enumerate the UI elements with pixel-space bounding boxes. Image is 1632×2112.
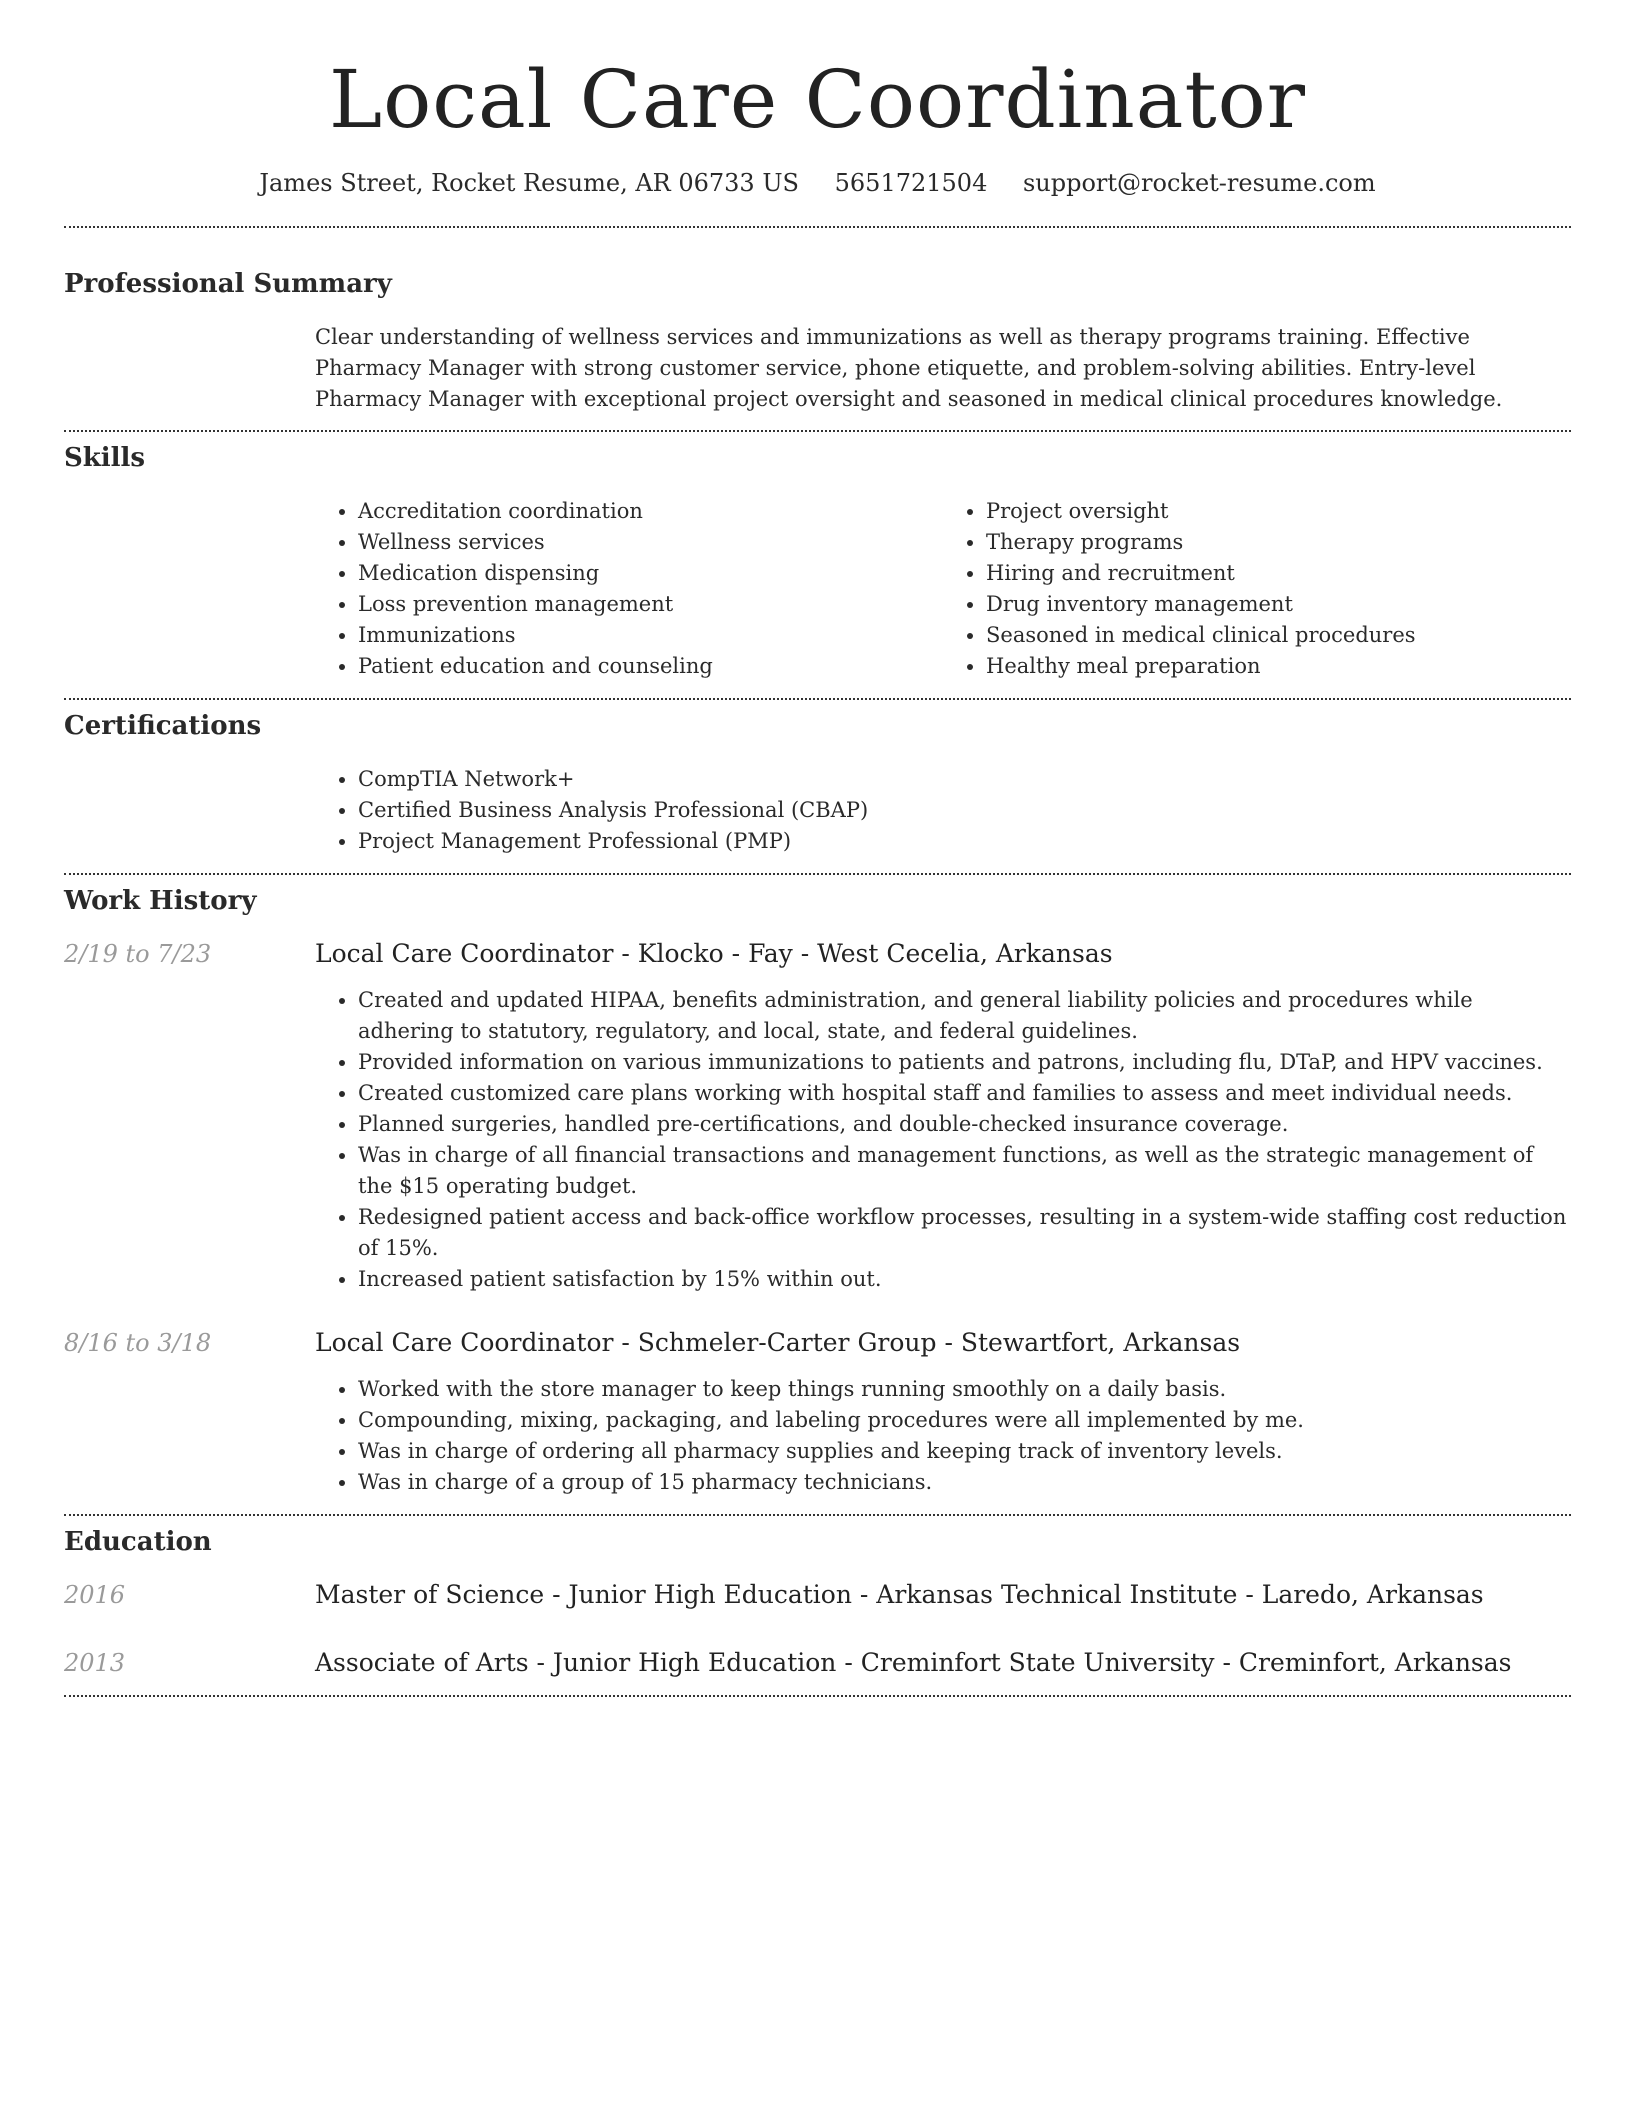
list-item: • Worked with the store manager to keep things running smoothly on a daily basis. (358, 1374, 1571, 1405)
list-item: • Hiring and recruitment (986, 558, 1571, 589)
contact-address: James Street, Rocket Resume, AR 06733 US (259, 169, 799, 197)
divider (64, 226, 1571, 228)
list-item: • Therapy programs (986, 527, 1571, 558)
list-item: • Increased patient satisfaction by 15% within out. (358, 1264, 1571, 1295)
education-heading: Education (64, 1527, 212, 1557)
list-item: • Planned surgeries, handled pre-certifications, and double-checked insurance coverage. (358, 1109, 1571, 1140)
list-item: • Accreditation coordination (358, 496, 943, 527)
job-bullets (315, 985, 1571, 1295)
list-item: • Was in charge of a group of 15 pharmacy technicians. (358, 1467, 1571, 1498)
education-year: 2016 (64, 1581, 126, 1609)
job-header (64, 937, 1571, 971)
job-title: Local Care Coordinator - Klocko - Fay - West Cecelia, Arkansas (315, 939, 1113, 968)
skills-heading: Skills (64, 443, 146, 473)
list-item: • Project Management Professional (PMP) (358, 826, 1571, 857)
education-section (64, 1524, 1571, 1680)
summary-heading: Professional Summary (64, 269, 392, 299)
work-heading: Work History (64, 886, 257, 916)
list-item: • Was in charge of ordering all pharmacy supplies and keeping track of inventory levels. (358, 1436, 1571, 1467)
education-title: Associate of Arts - Junior High Education - Creminfort State University - Creminfort, Arkansas (315, 1648, 1512, 1677)
divider (64, 698, 1571, 700)
list-item: • Compounding, mixing, packaging, and labeling procedures were all implemented by me. (358, 1405, 1571, 1436)
education-entry (64, 1646, 1571, 1680)
list-item: • Created customized care plans working with hospital staff and families to assess and meet individual needs. (358, 1078, 1571, 1109)
resume-page (64, 0, 1571, 1697)
education-entry (64, 1578, 1571, 1612)
list-item: • Wellness services (358, 527, 943, 558)
divider (64, 873, 1571, 875)
summary-text: Clear understanding of wellness services and immunizations as well as therapy programs training. Effective Pharmacy Manager with strong customer service, phone etiquette, and problem-solving abilities. Entry-level Pharmacy Manager with exceptional project oversight and seasoned in medical clinical procedures knowledge. (315, 325, 1503, 411)
list-item: • Drug inventory management (986, 589, 1571, 620)
divider (64, 430, 1571, 432)
summary-section (64, 266, 1571, 415)
job-title: Local Care Coordinator - Schmeler-Carter Group - Stewartfort, Arkansas (315, 1328, 1241, 1357)
contact-phone: 5651721504 (834, 169, 988, 197)
list-item: • Certified Business Analysis Professional (CBAP) (358, 795, 1571, 826)
contact-line (64, 166, 1571, 200)
skills-list-right (943, 496, 1571, 682)
job-header (64, 1326, 1571, 1360)
divider (64, 1514, 1571, 1516)
job-dates: 2/19 to 7/23 (64, 940, 212, 968)
certifications-section (64, 708, 1571, 857)
contact-email: support@rocket-resume.com (1022, 169, 1376, 197)
list-item: • Loss prevention management (358, 589, 943, 620)
divider (64, 1695, 1571, 1697)
list-item: • Was in charge of all financial transactions and management functions, as well as the strategic management of the $15 operating budget. (358, 1140, 1571, 1202)
job-dates: 8/16 to 3/18 (64, 1329, 212, 1357)
list-item: • Medication dispensing (358, 558, 943, 589)
list-item: • CompTIA Network+ (358, 764, 1571, 795)
skills-list-left (315, 496, 943, 682)
list-item: • Immunizations (358, 620, 943, 651)
list-item: • Healthy meal preparation (986, 651, 1571, 682)
list-item: • Provided information on various immunizations to patients and patrons, including flu, DTaP, and HPV vaccines. (358, 1047, 1571, 1078)
skills-section (64, 440, 1571, 682)
list-item: • Created and updated HIPAA, benefits administration, and general liability policies and procedures while adhering to statutory, regulatory, and local, state, and federal guidelines. (358, 985, 1571, 1047)
list-item: • Project oversight (986, 496, 1571, 527)
list-item: • Redesigned patient access and back-office workflow processes, resulting in a system-wide staffing cost reduction of 15%. (358, 1202, 1571, 1264)
resume-name: Local Care Coordinator (328, 53, 1307, 146)
education-year: 2013 (64, 1649, 126, 1677)
education-title: Master of Science - Junior High Education - Arkansas Technical Institute - Laredo, Arkansas (315, 1580, 1484, 1609)
list-item: • Patient education and counseling (358, 651, 943, 682)
job-bullets (315, 1374, 1571, 1498)
work-section (64, 883, 1571, 1498)
list-item: • Seasoned in medical clinical procedures (986, 620, 1571, 651)
certifications-list (315, 764, 1571, 857)
certifications-heading: Certifications (64, 711, 262, 741)
